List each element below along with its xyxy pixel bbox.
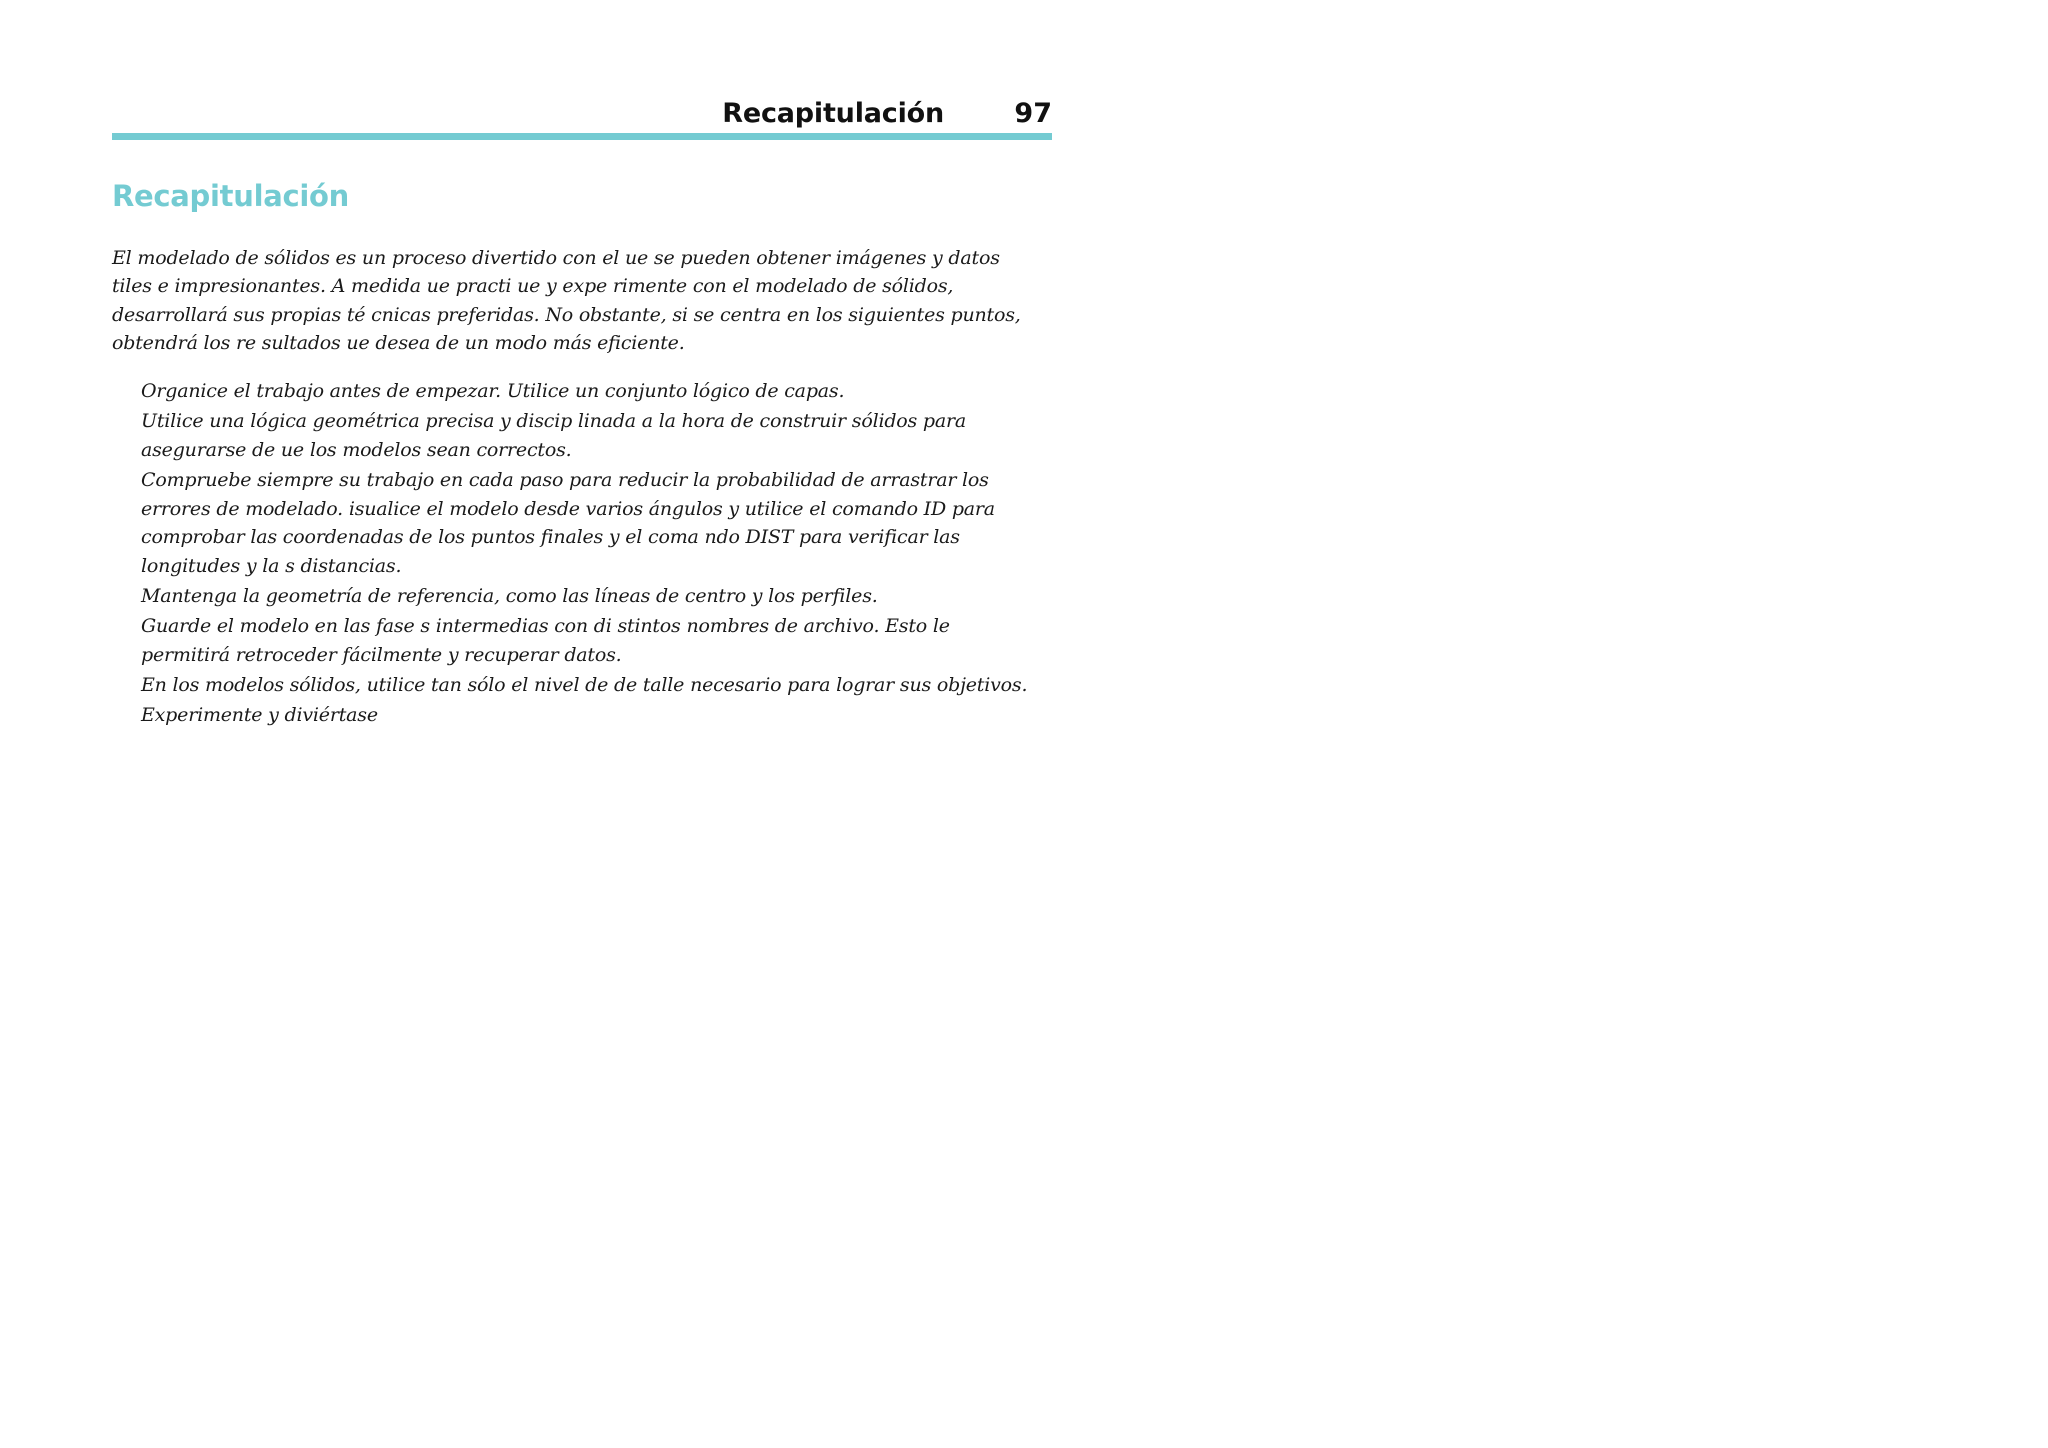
- page-number: 97: [1014, 98, 1052, 129]
- header-rule: [112, 133, 1052, 140]
- list-item: Mantenga la geometría de referencia, como las líneas de centro y los perfiles.: [141, 584, 878, 607]
- list-item: Utilice una lógica geométrica precisa y discip linada a la hora de construir sólidos para asegurarse de ue los modelos sean correctos.: [141, 410, 967, 461]
- list-item: Organice el trabajo antes de empezar. Utilice un conjunto lógico de capas.: [141, 380, 845, 402]
- intro-paragraph: El modelado de sólidos es un proceso divertido con el ue se pueden obtener imágenes y datos tiles e impresionantes. A medida ue practi ue y expe rimente con el modelado de sólidos, desarrollará sus propias té cnicas preferidas. No obstante, si se centra en los siguientes puntos, obtendrá los re sultados ue desea de un modo más eficiente.: [112, 247, 1021, 354]
- list-item: En los modelos sólidos, utilice tan sólo el nivel de de talle necesario para lograr sus objetivos.: [141, 673, 1028, 696]
- tips-list: [112, 377, 1032, 731]
- list-item: Experimente y diviértase: [141, 704, 378, 727]
- running-header: [112, 96, 1052, 136]
- running-title: Recapitulación: [722, 98, 944, 129]
- list-item: Compruebe siempre su trabajo en cada paso para reducir la probabilidad de arrastrar los errores de modelado. isualice el modelo desde varios ángulos y utilice el comando ID para comprobar las coordenadas de los puntos finales y el coma ndo DIST para verificar las longitudes y la s distancias.: [141, 468, 995, 577]
- section-title: Recapitulación: [112, 179, 349, 213]
- list-item: Guarde el modelo en las fase s intermedias con di stintos nombres de archivo. Esto le permitirá retroceder fácilmente y recuperar datos.: [141, 615, 950, 666]
